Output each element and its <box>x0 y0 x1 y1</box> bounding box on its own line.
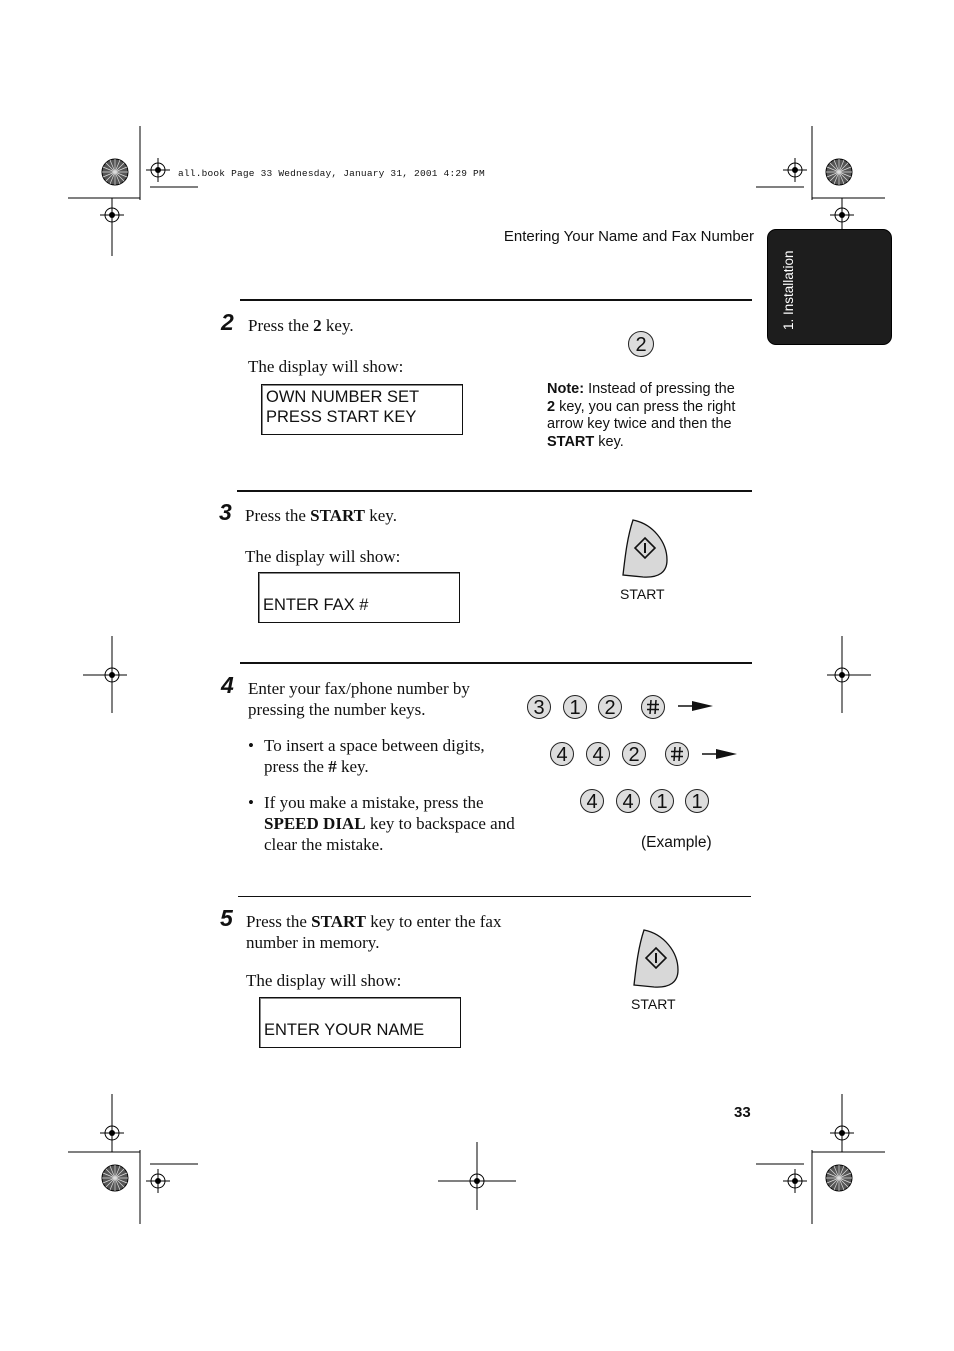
section-rule <box>237 490 752 492</box>
number-key-4: 4 <box>586 742 610 766</box>
start-key-caption: START <box>620 586 665 602</box>
section-rule <box>240 299 752 301</box>
number-key-2: 2 <box>622 742 646 766</box>
note: Note: Instead of pressing the 2 key, you can press the right arrow key twice and then the START key. <box>547 381 736 450</box>
example-label: (Example) <box>641 834 712 851</box>
bullet-list <box>248 735 518 870</box>
step-number: 4 <box>221 672 234 698</box>
side-tab-label: 1. Installation <box>781 250 796 330</box>
number-key-2: 2 <box>628 331 654 357</box>
number-key-1: 1 <box>563 695 587 719</box>
side-tab <box>767 229 892 345</box>
arrow-right-icon <box>678 698 714 714</box>
number-key-3: 3 <box>527 695 551 719</box>
lcd-display <box>261 384 463 435</box>
step-number: 3 <box>219 499 232 525</box>
list-item: • To insert a space between digits, press the # key. <box>248 735 518 777</box>
number-key-4: 4 <box>580 789 604 813</box>
step-instruction: Press the 2 key. <box>248 316 354 335</box>
display-label: The display will show: <box>246 971 402 990</box>
lcd-display <box>258 572 460 623</box>
step-instruction: Press the START key. <box>245 506 397 525</box>
display-label: The display will show: <box>245 547 401 566</box>
running-head: Entering Your Name and Fax Number <box>503 228 754 245</box>
lcd-display <box>259 997 461 1048</box>
start-key-caption: START <box>631 996 676 1012</box>
lcd-line <box>263 575 455 595</box>
page-number: 33 <box>734 1104 751 1121</box>
file-info: all.book Page 33 Wednesday, January 31, 2001 4:29 PM <box>178 168 485 179</box>
section-rule <box>240 662 752 664</box>
lcd-line: ENTER FAX # <box>263 596 369 614</box>
hash-key-icon <box>665 742 689 766</box>
number-key-4: 4 <box>616 789 640 813</box>
number-key-4: 4 <box>550 742 574 766</box>
number-key-1: 1 <box>650 789 674 813</box>
lcd-line: OWN NUMBER SET <box>266 388 420 406</box>
step-instruction: Press the START key to enter the fax number in memory. <box>246 912 502 952</box>
step-instruction: Enter your fax/phone number by pressing the number keys. <box>248 679 470 719</box>
lcd-line: PRESS START KEY <box>266 408 417 426</box>
lcd-line <box>264 1000 456 1020</box>
lcd-line: ENTER YOUR NAME <box>264 1021 425 1039</box>
section-rule <box>238 896 751 897</box>
start-key-icon <box>619 516 671 580</box>
number-key-1: 1 <box>685 789 709 813</box>
list-item: • If you make a mistake, press the SPEED DIAL key to backspace and clear the mistake. <box>248 792 518 855</box>
arrow-right-icon <box>702 746 738 762</box>
number-key-2: 2 <box>598 695 622 719</box>
start-key-icon <box>630 926 682 990</box>
step-number: 5 <box>220 905 233 931</box>
hash-key-icon <box>641 695 665 719</box>
step-number: 2 <box>221 309 234 335</box>
display-label: The display will show: <box>248 357 404 376</box>
